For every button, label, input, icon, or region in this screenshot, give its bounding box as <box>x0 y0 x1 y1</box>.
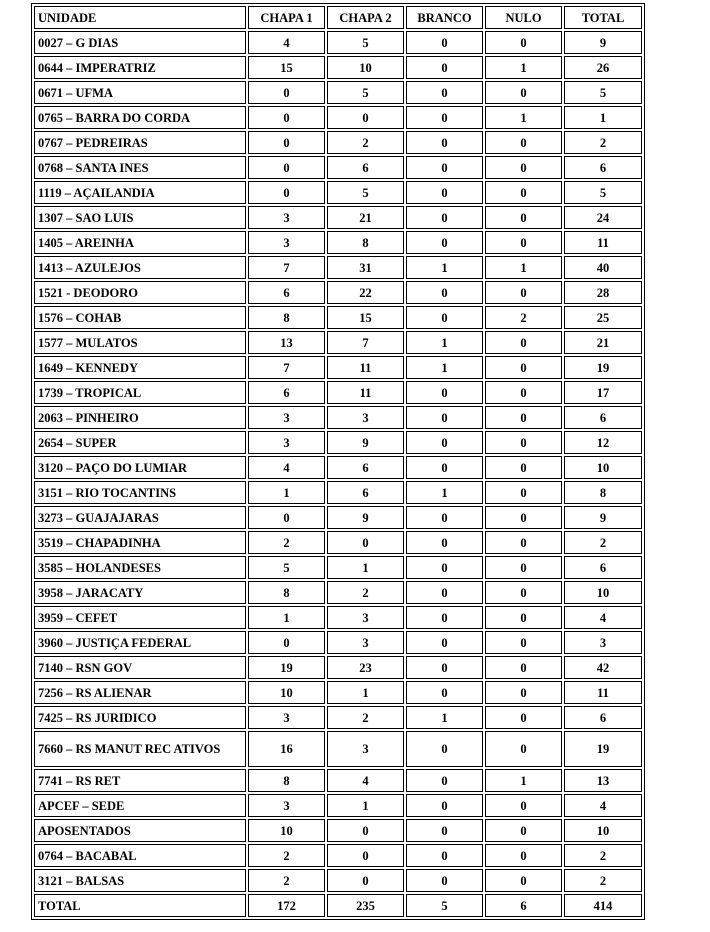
cell-chapa-1: 6 <box>248 381 325 404</box>
cell-chapa-2: 2 <box>327 706 404 729</box>
cell-nulo: 1 <box>485 56 562 79</box>
table-row <box>34 656 642 679</box>
cell-nulo: 0 <box>485 556 562 579</box>
table-row <box>34 731 642 767</box>
cell-chapa-2: 3 <box>327 406 404 429</box>
cell-total: 6 <box>564 556 642 579</box>
cell-nulo: 0 <box>485 606 562 629</box>
cell-unidade: 7256 – RS ALIENAR <box>34 681 246 704</box>
cell-branco: 0 <box>406 556 483 579</box>
cell-unidade: 3120 – PAÇO DO LUMIAR <box>34 456 246 479</box>
cell-total: 8 <box>564 481 642 504</box>
cell-total: 10 <box>564 456 642 479</box>
cell-chapa-2: 0 <box>327 819 404 842</box>
cell-branco: 0 <box>406 81 483 104</box>
cell-nulo: 0 <box>485 181 562 204</box>
cell-nulo: 0 <box>485 31 562 54</box>
cell-branco: 0 <box>406 106 483 129</box>
cell-chapa-1: 3 <box>248 794 325 817</box>
table-body <box>34 31 642 917</box>
cell-total: 4 <box>564 794 642 817</box>
cell-chapa-1: 0 <box>248 81 325 104</box>
cell-nulo: 1 <box>485 256 562 279</box>
cell-nulo: 0 <box>485 81 562 104</box>
cell-chapa-1: 7 <box>248 356 325 379</box>
cell-nulo: 0 <box>485 506 562 529</box>
cell-chapa-2: 8 <box>327 231 404 254</box>
cell-chapa-1: 3 <box>248 406 325 429</box>
cell-chapa-1: 0 <box>248 156 325 179</box>
cell-total: 1 <box>564 106 642 129</box>
header-unidade: UNIDADE <box>34 6 246 29</box>
header-branco: BRANCO <box>406 6 483 29</box>
header-chapa-2: CHAPA 2 <box>327 6 404 29</box>
cell-branco: 1 <box>406 256 483 279</box>
cell-unidade: 1739 – TROPICAL <box>34 381 246 404</box>
cell-chapa-2: 1 <box>327 556 404 579</box>
cell-chapa-2: 3 <box>327 731 404 767</box>
table-row <box>34 206 642 229</box>
cell-chapa-2: 6 <box>327 456 404 479</box>
cell-unidade: 3960 – JUSTIÇA FEDERAL <box>34 631 246 654</box>
cell-nulo: 0 <box>485 681 562 704</box>
cell-nulo: 0 <box>485 456 562 479</box>
cell-total: 25 <box>564 306 642 329</box>
table-row <box>34 631 642 654</box>
table-row <box>34 181 642 204</box>
table-row <box>34 106 642 129</box>
table-row <box>34 306 642 329</box>
cell-unidade: 3958 – JARACATY <box>34 581 246 604</box>
table-row <box>34 794 642 817</box>
cell-chapa-2: 1 <box>327 681 404 704</box>
header-total: TOTAL <box>564 6 642 29</box>
cell-chapa-1: 15 <box>248 56 325 79</box>
table-row <box>34 556 642 579</box>
cell-chapa-2: 0 <box>327 869 404 892</box>
cell-chapa-2: 5 <box>327 31 404 54</box>
cell-chapa-1: 19 <box>248 656 325 679</box>
cell-nulo: 0 <box>485 331 562 354</box>
cell-branco: 0 <box>406 794 483 817</box>
cell-chapa-1: 1 <box>248 481 325 504</box>
cell-unidade: 0767 – PEDREIRAS <box>34 131 246 154</box>
cell-chapa-1: 8 <box>248 769 325 792</box>
cell-nulo: 0 <box>485 844 562 867</box>
table-row <box>34 356 642 379</box>
cell-nulo: 0 <box>485 431 562 454</box>
cell-chapa-1: 4 <box>248 31 325 54</box>
cell-branco: 0 <box>406 581 483 604</box>
cell-total: 13 <box>564 769 642 792</box>
cell-branco: 0 <box>406 844 483 867</box>
cell-nulo: 1 <box>485 106 562 129</box>
cell-chapa-2: 6 <box>327 481 404 504</box>
cell-unidade: 1119 – AÇAILANDIA <box>34 181 246 204</box>
cell-unidade: 3273 – GUAJAJARAS <box>34 506 246 529</box>
cell-chapa-1: 13 <box>248 331 325 354</box>
cell-nulo: 0 <box>485 531 562 554</box>
cell-unidade: 0027 – G DIAS <box>34 31 246 54</box>
cell-unidade: 0764 – BACABAL <box>34 844 246 867</box>
cell-unidade: 7425 – RS JURIDICO <box>34 706 246 729</box>
cell-total: 2 <box>564 869 642 892</box>
cell-unidade: 2654 – SUPER <box>34 431 246 454</box>
table-row <box>34 869 642 892</box>
cell-nulo: 0 <box>485 281 562 304</box>
cell-chapa-2: 23 <box>327 656 404 679</box>
table-row <box>34 606 642 629</box>
cell-branco: 0 <box>406 681 483 704</box>
cell-branco: 1 <box>406 706 483 729</box>
cell-total: 17 <box>564 381 642 404</box>
cell-total: 40 <box>564 256 642 279</box>
cell-nulo: 0 <box>485 731 562 767</box>
cell-nulo: 6 <box>485 894 562 917</box>
cell-unidade: APOSENTADOS <box>34 819 246 842</box>
cell-chapa-1: 3 <box>248 431 325 454</box>
cell-nulo: 0 <box>485 869 562 892</box>
cell-branco: 0 <box>406 181 483 204</box>
cell-chapa-1: 172 <box>248 894 325 917</box>
table-row <box>34 56 642 79</box>
cell-branco: 0 <box>406 819 483 842</box>
cell-branco: 0 <box>406 431 483 454</box>
cell-nulo: 1 <box>485 769 562 792</box>
cell-unidade: APCEF – SEDE <box>34 794 246 817</box>
cell-chapa-1: 3 <box>248 706 325 729</box>
table-row <box>34 231 642 254</box>
cell-chapa-1: 3 <box>248 206 325 229</box>
cell-unidade: 3959 – CEFET <box>34 606 246 629</box>
cell-nulo: 0 <box>485 356 562 379</box>
header-row <box>34 6 642 29</box>
cell-branco: 0 <box>406 656 483 679</box>
cell-unidade: 7140 – RSN GOV <box>34 656 246 679</box>
cell-nulo: 2 <box>485 306 562 329</box>
cell-chapa-2: 15 <box>327 306 404 329</box>
cell-total: 2 <box>564 531 642 554</box>
cell-chapa-2: 11 <box>327 381 404 404</box>
cell-branco: 1 <box>406 481 483 504</box>
table-row <box>34 706 642 729</box>
cell-unidade: 1576 – COHAB <box>34 306 246 329</box>
cell-chapa-2: 3 <box>327 631 404 654</box>
cell-total: 19 <box>564 731 642 767</box>
cell-branco: 0 <box>406 869 483 892</box>
cell-branco: 5 <box>406 894 483 917</box>
cell-chapa-2: 3 <box>327 606 404 629</box>
cell-chapa-2: 0 <box>327 531 404 554</box>
cell-total: 19 <box>564 356 642 379</box>
cell-branco: 0 <box>406 56 483 79</box>
cell-chapa-2: 31 <box>327 256 404 279</box>
table-row <box>34 131 642 154</box>
cell-chapa-1: 10 <box>248 819 325 842</box>
table-row <box>34 681 642 704</box>
cell-chapa-1: 3 <box>248 231 325 254</box>
cell-nulo: 0 <box>485 819 562 842</box>
cell-chapa-2: 235 <box>327 894 404 917</box>
cell-chapa-1: 16 <box>248 731 325 767</box>
cell-chapa-2: 21 <box>327 206 404 229</box>
cell-chapa-1: 0 <box>248 131 325 154</box>
cell-chapa-1: 8 <box>248 306 325 329</box>
cell-branco: 0 <box>406 281 483 304</box>
cell-unidade: 0671 – UFMA <box>34 81 246 104</box>
table-row <box>34 769 642 792</box>
cell-unidade: 7660 – RS MANUT REC ATIVOS <box>34 731 246 767</box>
table-row <box>34 819 642 842</box>
cell-chapa-2: 1 <box>327 794 404 817</box>
table-row <box>34 156 642 179</box>
cell-nulo: 0 <box>485 656 562 679</box>
cell-branco: 0 <box>406 506 483 529</box>
cell-total: 6 <box>564 406 642 429</box>
cell-branco: 0 <box>406 206 483 229</box>
cell-total: 28 <box>564 281 642 304</box>
cell-total: 10 <box>564 581 642 604</box>
cell-unidade: 3585 – HOLANDESES <box>34 556 246 579</box>
cell-unidade: 0644 – IMPERATRIZ <box>34 56 246 79</box>
cell-nulo: 0 <box>485 406 562 429</box>
cell-chapa-2: 0 <box>327 844 404 867</box>
cell-chapa-2: 22 <box>327 281 404 304</box>
cell-chapa-1: 10 <box>248 681 325 704</box>
cell-unidade: 1521 - DEODORO <box>34 281 246 304</box>
cell-nulo: 0 <box>485 381 562 404</box>
cell-total: 6 <box>564 706 642 729</box>
cell-chapa-2: 0 <box>327 106 404 129</box>
cell-total: 11 <box>564 681 642 704</box>
table-row <box>34 456 642 479</box>
cell-total: 9 <box>564 506 642 529</box>
cell-total: 42 <box>564 656 642 679</box>
cell-unidade: 1577 – MULATOS <box>34 331 246 354</box>
table-row <box>34 81 642 104</box>
cell-chapa-1: 4 <box>248 456 325 479</box>
cell-total: 11 <box>564 231 642 254</box>
table-row <box>34 31 642 54</box>
cell-total: 6 <box>564 156 642 179</box>
table-row <box>34 256 642 279</box>
cell-unidade: 1307 – SAO LUIS <box>34 206 246 229</box>
cell-unidade: 0768 – SANTA INES <box>34 156 246 179</box>
cell-branco: 0 <box>406 131 483 154</box>
table-row <box>34 581 642 604</box>
cell-branco: 0 <box>406 769 483 792</box>
cell-branco: 0 <box>406 731 483 767</box>
cell-chapa-1: 0 <box>248 181 325 204</box>
cell-total: 26 <box>564 56 642 79</box>
cell-total: 3 <box>564 631 642 654</box>
cell-total: 2 <box>564 844 642 867</box>
cell-nulo: 0 <box>485 206 562 229</box>
cell-nulo: 0 <box>485 481 562 504</box>
cell-chapa-2: 4 <box>327 769 404 792</box>
cell-nulo: 0 <box>485 131 562 154</box>
cell-chapa-1: 0 <box>248 631 325 654</box>
cell-nulo: 0 <box>485 794 562 817</box>
cell-branco: 0 <box>406 406 483 429</box>
cell-nulo: 0 <box>485 581 562 604</box>
cell-chapa-2: 7 <box>327 331 404 354</box>
cell-unidade: TOTAL <box>34 894 246 917</box>
cell-unidade: 3121 – BALSAS <box>34 869 246 892</box>
cell-unidade: 1649 – KENNEDY <box>34 356 246 379</box>
cell-branco: 0 <box>406 156 483 179</box>
cell-chapa-2: 10 <box>327 56 404 79</box>
cell-chapa-1: 6 <box>248 281 325 304</box>
cell-chapa-1: 2 <box>248 844 325 867</box>
cell-branco: 1 <box>406 331 483 354</box>
cell-chapa-1: 0 <box>248 506 325 529</box>
cell-chapa-1: 5 <box>248 556 325 579</box>
table-row <box>34 331 642 354</box>
cell-unidade: 1405 – AREINHA <box>34 231 246 254</box>
cell-chapa-2: 9 <box>327 506 404 529</box>
cell-chapa-2: 9 <box>327 431 404 454</box>
cell-total: 21 <box>564 331 642 354</box>
table-row <box>34 506 642 529</box>
header-chapa-1: CHAPA 1 <box>248 6 325 29</box>
cell-chapa-2: 2 <box>327 581 404 604</box>
results-table <box>31 3 645 920</box>
cell-unidade: 7741 – RS RET <box>34 769 246 792</box>
cell-branco: 0 <box>406 531 483 554</box>
cell-total: 5 <box>564 181 642 204</box>
cell-branco: 0 <box>406 231 483 254</box>
cell-total: 5 <box>564 81 642 104</box>
cell-unidade: 1413 – AZULEJOS <box>34 256 246 279</box>
table-row <box>34 844 642 867</box>
cell-chapa-2: 6 <box>327 156 404 179</box>
cell-chapa-1: 8 <box>248 581 325 604</box>
cell-nulo: 0 <box>485 631 562 654</box>
cell-total: 24 <box>564 206 642 229</box>
cell-unidade: 3151 – RIO TOCANTINS <box>34 481 246 504</box>
table-row <box>34 281 642 304</box>
table-row <box>34 481 642 504</box>
cell-chapa-2: 2 <box>327 131 404 154</box>
cell-chapa-2: 5 <box>327 181 404 204</box>
cell-unidade: 2063 – PINHEIRO <box>34 406 246 429</box>
cell-total: 4 <box>564 606 642 629</box>
table-row <box>34 531 642 554</box>
cell-nulo: 0 <box>485 231 562 254</box>
cell-branco: 0 <box>406 306 483 329</box>
cell-branco: 0 <box>406 456 483 479</box>
cell-total: 9 <box>564 31 642 54</box>
cell-chapa-1: 1 <box>248 606 325 629</box>
cell-chapa-1: 7 <box>248 256 325 279</box>
total-row <box>34 894 642 917</box>
cell-nulo: 0 <box>485 706 562 729</box>
header-nulo: NULO <box>485 6 562 29</box>
cell-nulo: 0 <box>485 156 562 179</box>
cell-total: 414 <box>564 894 642 917</box>
cell-branco: 0 <box>406 631 483 654</box>
cell-branco: 0 <box>406 381 483 404</box>
cell-chapa-1: 2 <box>248 869 325 892</box>
cell-branco: 1 <box>406 356 483 379</box>
cell-branco: 0 <box>406 606 483 629</box>
cell-total: 10 <box>564 819 642 842</box>
table-row <box>34 381 642 404</box>
cell-branco: 0 <box>406 31 483 54</box>
cell-total: 12 <box>564 431 642 454</box>
cell-chapa-2: 5 <box>327 81 404 104</box>
cell-chapa-1: 0 <box>248 106 325 129</box>
table-row <box>34 431 642 454</box>
cell-total: 2 <box>564 131 642 154</box>
table-row <box>34 406 642 429</box>
cell-chapa-1: 2 <box>248 531 325 554</box>
cell-unidade: 0765 – BARRA DO CORDA <box>34 106 246 129</box>
cell-chapa-2: 11 <box>327 356 404 379</box>
cell-unidade: 3519 – CHAPADINHA <box>34 531 246 554</box>
